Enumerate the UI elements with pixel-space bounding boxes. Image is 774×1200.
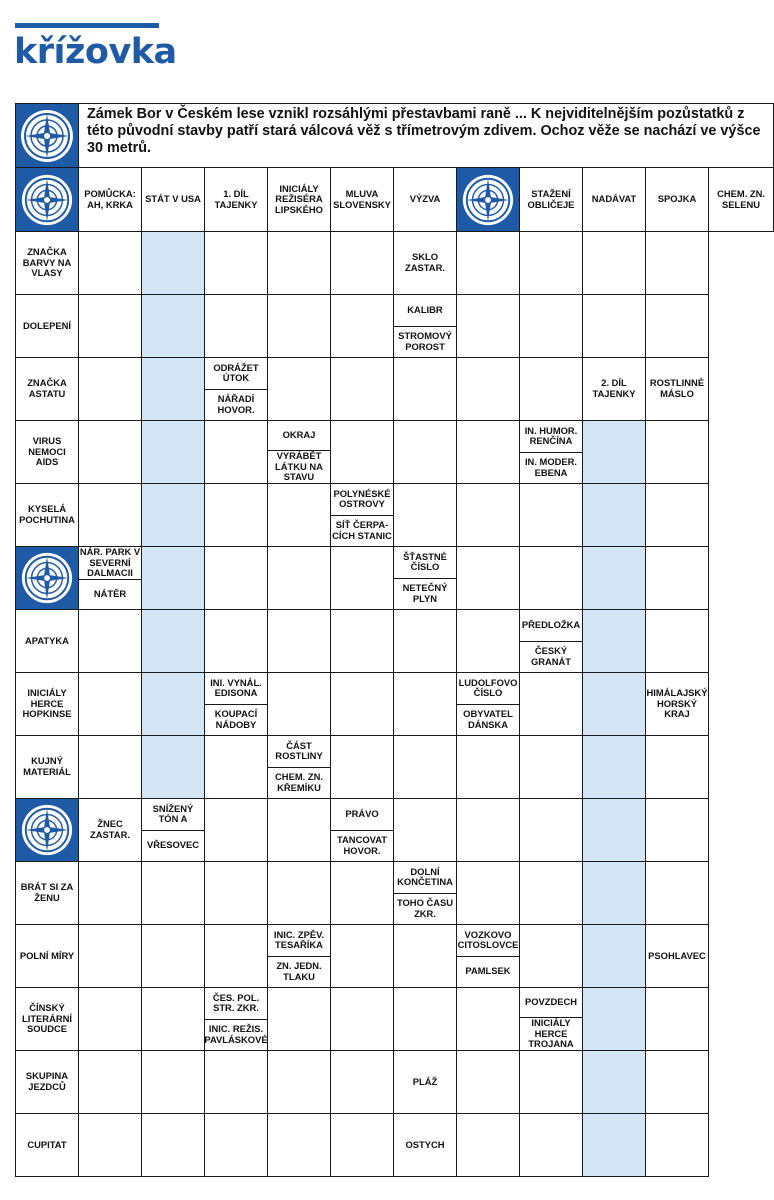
answer-cell[interactable]	[457, 610, 520, 673]
secret-answer-cell[interactable]	[142, 358, 205, 421]
clue-cell: APATYKA	[16, 610, 79, 673]
answer-cell[interactable]	[520, 673, 583, 736]
answer-cell[interactable]	[646, 799, 709, 862]
answer-cell[interactable]	[394, 988, 457, 1051]
clue-top: INI. VYNÁL. EDISONA	[205, 673, 267, 705]
grid-row	[16, 421, 774, 484]
answer-cell[interactable]	[520, 295, 583, 358]
answer-cell[interactable]	[268, 799, 331, 862]
answer-cell[interactable]	[268, 673, 331, 736]
secret-answer-cell[interactable]	[583, 925, 646, 988]
clue-cell: VIRUS NEMOCI AIDS	[16, 421, 79, 484]
clue-cell: ZNAČKA ASTATU	[16, 358, 79, 421]
title-accent-bar	[15, 23, 159, 28]
answer-cell[interactable]	[520, 1114, 583, 1177]
answer-cell[interactable]	[457, 736, 520, 799]
clue-bottom: TOHO ČASU ZKR.	[396, 897, 454, 919]
intro-row	[16, 104, 774, 168]
grid-row	[16, 799, 774, 862]
answer-cell[interactable]	[79, 358, 142, 421]
compass-rose-picture-icon	[18, 107, 76, 165]
answer-cell[interactable]	[205, 799, 268, 862]
clue-bottom: VŘESOVEC	[146, 839, 200, 851]
clue-bottom: NETEČNÝ PLYN	[402, 582, 448, 604]
clue-top: ČES. POL. STR. ZKR.	[205, 988, 267, 1020]
clue-top: VOZKOVO CITOSLOVCE	[457, 925, 519, 957]
secret-answer-cell[interactable]	[583, 1051, 646, 1114]
answer-cell[interactable]	[646, 736, 709, 799]
answer-cell[interactable]	[268, 484, 331, 547]
clue-top: POLYNÉSKÉ OSTROVY	[331, 484, 393, 516]
answer-cell[interactable]	[457, 988, 520, 1051]
clue-bottom: STROMOVÝ POROST	[398, 330, 452, 352]
answer-cell[interactable]	[205, 1114, 268, 1177]
answer-cell[interactable]	[79, 862, 142, 925]
answer-cell[interactable]	[394, 484, 457, 547]
answer-cell[interactable]	[520, 484, 583, 547]
answer-cell[interactable]	[79, 295, 142, 358]
answer-cell[interactable]	[520, 232, 583, 295]
clue-bottom: INIC. REŽIS. PAVLÁSKOVÉ	[204, 1023, 268, 1045]
answer-cell[interactable]	[79, 610, 142, 673]
clue-cell: OSTYCH	[394, 1114, 457, 1177]
grid-row	[16, 736, 774, 799]
clue-top: KALIBR	[394, 295, 456, 327]
picture-cell	[457, 168, 520, 232]
answer-cell[interactable]	[394, 610, 457, 673]
secret-answer-cell[interactable]	[142, 673, 205, 736]
answer-cell[interactable]	[520, 862, 583, 925]
grid-row	[16, 988, 774, 1051]
grid-row	[16, 862, 774, 925]
answer-cell[interactable]	[268, 358, 331, 421]
clue-cell: ROSTLINNÉ MÁSLO	[646, 358, 709, 421]
answer-cell[interactable]	[268, 1051, 331, 1114]
clue-bottom: CHEM. ZN. KŘEMÍKU	[275, 771, 323, 793]
compass-rose-picture-icon	[19, 550, 75, 606]
answer-cell[interactable]	[583, 232, 646, 295]
clue-cell: STÁT V USA	[142, 168, 205, 232]
split-clue-cell	[520, 988, 583, 1051]
grid-row	[16, 232, 774, 295]
clue-cell: MLUVA SLOVENSKY	[331, 168, 394, 232]
clue-cell: VÝZVA	[394, 168, 457, 232]
answer-cell[interactable]	[331, 358, 394, 421]
secret-answer-cell[interactable]	[583, 736, 646, 799]
grid-row	[16, 610, 774, 673]
answer-cell[interactable]	[646, 862, 709, 925]
answer-cell[interactable]	[331, 925, 394, 988]
answer-cell[interactable]	[331, 1114, 394, 1177]
compass-rose-picture-icon	[460, 172, 516, 228]
answer-cell[interactable]	[646, 988, 709, 1051]
clue-bottom: KOUPACÍ NÁDOBY	[214, 708, 258, 730]
answer-cell[interactable]	[457, 862, 520, 925]
answer-cell[interactable]	[520, 547, 583, 610]
answer-cell[interactable]	[457, 295, 520, 358]
answer-cell[interactable]	[331, 988, 394, 1051]
answer-cell[interactable]	[205, 547, 268, 610]
clue-cell: KYSELÁ POCHUTINA	[16, 484, 79, 547]
answer-cell[interactable]	[205, 736, 268, 799]
clue-bottom: ZN. JEDN. TLAKU	[276, 960, 322, 982]
answer-cell[interactable]	[331, 673, 394, 736]
answer-cell[interactable]	[520, 799, 583, 862]
secret-answer-cell[interactable]	[583, 421, 646, 484]
answer-cell[interactable]	[457, 484, 520, 547]
clue-bottom: NÁŘADÍ HOVOR.	[217, 393, 255, 415]
compass-rose-picture-icon	[19, 172, 75, 228]
clue-cell: KUJNÝ MATERIÁL	[16, 736, 79, 799]
grid-row	[16, 1051, 774, 1114]
answer-cell[interactable]	[520, 736, 583, 799]
answer-cell[interactable]	[646, 610, 709, 673]
secret-answer-cell[interactable]	[583, 547, 646, 610]
picture-cell	[16, 168, 79, 232]
compass-rose-picture-icon	[19, 802, 75, 858]
answer-cell[interactable]	[394, 421, 457, 484]
answer-cell[interactable]	[520, 1051, 583, 1114]
split-clue-cell	[205, 358, 268, 421]
answer-cell[interactable]	[457, 799, 520, 862]
secret-answer-cell[interactable]	[142, 232, 205, 295]
answer-cell[interactable]	[205, 610, 268, 673]
clue-top: INIC. ZPĚV. TESAŘÍKA	[268, 925, 330, 957]
split-clue-cell	[79, 547, 142, 610]
answer-cell[interactable]	[79, 484, 142, 547]
clue-bottom: PAMLSEK	[465, 965, 511, 977]
secret-answer-cell[interactable]	[142, 736, 205, 799]
clue-top: SNÍŽENÝ TÓN A	[142, 799, 204, 831]
clue-cell: POLNÍ MÍRY	[16, 925, 79, 988]
clue-cell: INICIÁLY REŽISÉRA LIPSKÉHO	[268, 168, 331, 232]
answer-cell[interactable]	[394, 673, 457, 736]
answer-cell[interactable]	[457, 1051, 520, 1114]
answer-cell[interactable]	[268, 988, 331, 1051]
answer-cell[interactable]	[394, 799, 457, 862]
answer-cell[interactable]	[142, 1114, 205, 1177]
answer-cell[interactable]	[79, 736, 142, 799]
answer-cell[interactable]	[268, 862, 331, 925]
answer-cell[interactable]	[205, 862, 268, 925]
grid-row	[16, 358, 774, 421]
answer-cell[interactable]	[142, 988, 205, 1051]
clue-bottom: TANCOVAT HOVOR.	[337, 834, 387, 856]
clue-top: PŘEDLOŽKA	[520, 610, 582, 642]
clue-top: POVZDECH	[520, 988, 582, 1018]
secret-answer-cell[interactable]	[142, 547, 205, 610]
clue-cell: INICIÁLY HERCE HOPKINSE	[16, 673, 79, 736]
answer-cell[interactable]	[142, 862, 205, 925]
grid-row	[16, 168, 774, 232]
split-clue-cell	[457, 925, 520, 988]
answer-cell[interactable]	[520, 358, 583, 421]
picture-cell	[16, 799, 79, 862]
answer-cell[interactable]	[142, 1051, 205, 1114]
answer-cell[interactable]	[79, 925, 142, 988]
secret-answer-cell[interactable]	[583, 484, 646, 547]
secret-answer-cell[interactable]	[583, 988, 646, 1051]
secret-answer-cell[interactable]	[583, 799, 646, 862]
grid-row	[16, 295, 774, 358]
clue-cell: DOLEPENÍ	[16, 295, 79, 358]
page-title: křížovka	[14, 32, 177, 72]
split-clue-cell	[205, 988, 268, 1051]
clue-bottom: INICIÁLY HERCE TROJANA	[528, 1017, 574, 1050]
grid-row	[16, 547, 774, 610]
clue-cell: SKLO ZASTAR.	[394, 232, 457, 295]
answer-cell[interactable]	[142, 925, 205, 988]
answer-cell[interactable]	[205, 421, 268, 484]
split-clue-cell	[457, 673, 520, 736]
answer-cell[interactable]	[394, 925, 457, 988]
answer-cell[interactable]	[457, 232, 520, 295]
answer-cell[interactable]	[79, 1114, 142, 1177]
clue-top: OKRAJ	[268, 421, 330, 451]
answer-cell[interactable]	[646, 421, 709, 484]
clue-cell: POMŮCKA: AH, KRKA	[79, 168, 142, 232]
answer-cell[interactable]	[331, 295, 394, 358]
secret-answer-cell[interactable]	[583, 1114, 646, 1177]
grid-row	[16, 1114, 774, 1177]
answer-cell[interactable]	[646, 1114, 709, 1177]
clue-cell: STAŽENÍ OBLIČEJE	[520, 168, 583, 232]
answer-cell[interactable]	[331, 736, 394, 799]
answer-cell[interactable]	[268, 295, 331, 358]
clue-bottom: ČESKÝ GRANÁT	[530, 645, 572, 667]
split-clue-cell	[394, 862, 457, 925]
answer-cell[interactable]	[646, 1051, 709, 1114]
split-clue-cell	[520, 610, 583, 673]
intro-picture-cell	[16, 104, 79, 168]
clue-top: LUDOLFOVO ČÍSLO	[457, 673, 519, 705]
secret-answer-cell[interactable]	[142, 295, 205, 358]
split-clue-cell	[205, 673, 268, 736]
answer-cell[interactable]	[268, 610, 331, 673]
answer-cell[interactable]	[331, 547, 394, 610]
clue-cell: BRÁT SI ZA ŽENU	[16, 862, 79, 925]
clue-cell: SPOJKA	[646, 168, 709, 232]
answer-cell[interactable]	[205, 232, 268, 295]
clue-top: PRÁVO	[331, 799, 393, 831]
clue-bottom: IN. MODER. EBENA	[524, 456, 578, 478]
clue-cell: ČÍNSKÝ LITERÁRNÍ SOUDCE	[16, 988, 79, 1051]
clue-cell: PSOHLAVEC	[646, 925, 709, 988]
grid-row	[16, 484, 774, 547]
answer-cell[interactable]	[394, 358, 457, 421]
answer-cell[interactable]	[79, 673, 142, 736]
answer-cell[interactable]	[646, 232, 709, 295]
split-clue-cell	[331, 484, 394, 547]
split-clue-cell	[520, 421, 583, 484]
intro-clue-text: Zámek Bor v Českém lese vznikl rozsáhlými přestavbami raně ... K nejviditelnějším pozůstatků z této původní stavby patří stará válcová věž s třímetrovým zdivem. Ochoz věže se nachází ve výšce 30 metrů.	[79, 104, 774, 168]
answer-cell[interactable]	[583, 295, 646, 358]
split-clue-cell	[268, 736, 331, 799]
clue-cell: 1. DÍL TAJENKY	[205, 168, 268, 232]
picture-cell	[16, 547, 79, 610]
clue-cell: ZNAČKA BARVY NA VLASY	[16, 232, 79, 295]
answer-cell[interactable]	[268, 1114, 331, 1177]
clue-cell: 2. DÍL TAJENKY	[583, 358, 646, 421]
clue-bottom: NÁTĚR	[93, 588, 127, 600]
grid-row	[16, 673, 774, 736]
answer-cell[interactable]	[205, 484, 268, 547]
clue-top: ODRÁŽET ÚTOK	[205, 358, 267, 390]
clue-top: ŠŤASTNÉ ČÍSLO	[394, 547, 456, 579]
answer-cell[interactable]	[331, 862, 394, 925]
answer-cell[interactable]	[79, 232, 142, 295]
answer-cell[interactable]	[646, 547, 709, 610]
answer-cell[interactable]	[79, 421, 142, 484]
clue-cell: NADÁVAT	[583, 168, 646, 232]
answer-cell[interactable]	[457, 358, 520, 421]
clue-bottom: OBYVATEL DÁNSKA	[463, 708, 513, 730]
answer-cell[interactable]	[646, 484, 709, 547]
answer-cell[interactable]	[79, 988, 142, 1051]
answer-cell[interactable]	[205, 925, 268, 988]
split-clue-cell	[331, 799, 394, 862]
answer-cell[interactable]	[457, 547, 520, 610]
answer-cell[interactable]	[394, 736, 457, 799]
split-clue-cell	[394, 295, 457, 358]
answer-cell[interactable]	[205, 1051, 268, 1114]
clue-top: IN. HUMOR. RENČÍNA	[520, 421, 582, 453]
clue-cell: CHEM. ZN. SELENU	[709, 168, 774, 232]
secret-answer-cell[interactable]	[142, 421, 205, 484]
crossword-grid	[15, 103, 774, 1177]
split-clue-cell	[268, 925, 331, 988]
split-clue-cell	[394, 547, 457, 610]
secret-answer-cell[interactable]	[583, 610, 646, 673]
answer-cell[interactable]	[268, 547, 331, 610]
clue-top: ČÁST ROSTLINY	[268, 736, 330, 768]
clue-cell: SKUPINA JEZDCŮ	[16, 1051, 79, 1114]
answer-cell[interactable]	[331, 421, 394, 484]
answer-cell[interactable]	[646, 295, 709, 358]
answer-cell[interactable]	[520, 925, 583, 988]
clue-cell: PLÁŽ	[394, 1051, 457, 1114]
answer-cell[interactable]	[331, 1051, 394, 1114]
clue-top: DOLNÍ KONČETINA	[394, 862, 456, 894]
secret-answer-cell[interactable]	[583, 673, 646, 736]
clue-bottom: SÍŤ ČERPA-CÍCH STANIC	[332, 519, 392, 541]
clue-cell: CUPITAT	[16, 1114, 79, 1177]
clue-cell: HIMÁLAJSKÝ HORSKÝ KRAJ	[646, 673, 709, 736]
answer-cell[interactable]	[457, 421, 520, 484]
answer-cell[interactable]	[205, 295, 268, 358]
answer-cell[interactable]	[331, 610, 394, 673]
clue-top: NÁR. PARK V SEVERNÍ DALMACII	[79, 546, 141, 579]
answer-cell[interactable]	[331, 232, 394, 295]
secret-answer-cell[interactable]	[583, 862, 646, 925]
answer-cell[interactable]	[79, 1051, 142, 1114]
secret-answer-cell[interactable]	[142, 610, 205, 673]
clue-cell: ŽNEC ZASTAR.	[79, 799, 142, 862]
split-clue-cell	[142, 799, 205, 862]
split-clue-cell	[268, 421, 331, 484]
grid-row	[16, 925, 774, 988]
secret-answer-cell[interactable]	[142, 484, 205, 547]
answer-cell[interactable]	[268, 232, 331, 295]
answer-cell[interactable]	[457, 1114, 520, 1177]
clue-bottom: VYRÁBĚT LÁTKU NA STAVU	[275, 450, 323, 483]
